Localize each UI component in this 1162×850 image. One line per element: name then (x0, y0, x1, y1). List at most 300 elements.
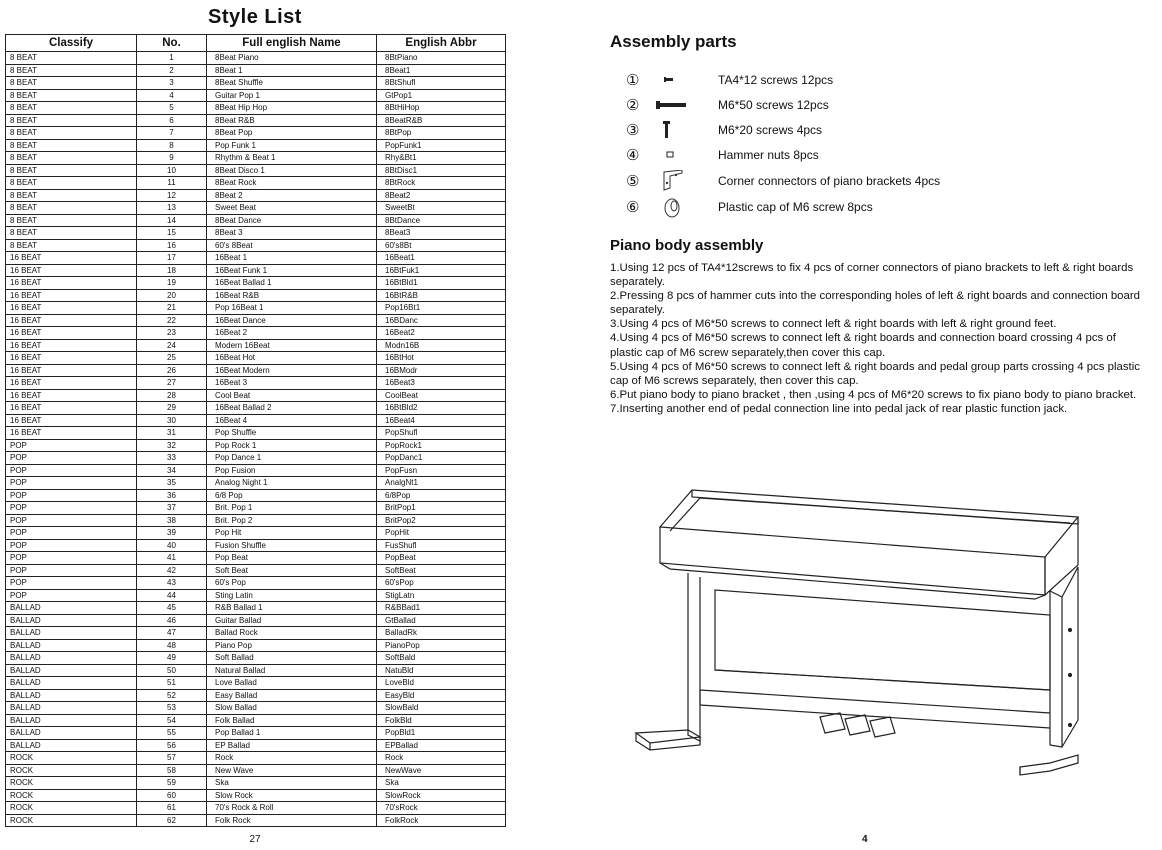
abbr-cell: 8Beat2 (377, 189, 506, 202)
table-row (6, 252, 506, 265)
full-name-cell: 8Beat Dance (207, 214, 377, 227)
classify-cell: BALLAD (6, 689, 137, 702)
classify-cell: POP (6, 589, 137, 602)
classify-cell: 8 BEAT (6, 127, 137, 140)
number-cell: 38 (137, 514, 207, 527)
table-row (6, 214, 506, 227)
classify-cell: POP (6, 539, 137, 552)
table-row (6, 64, 506, 77)
table-row (6, 164, 506, 177)
part-item (626, 94, 829, 116)
assembly-step: 6.Put piano body to piano bracket , then ,using 4 pcs of M6*20 screws to fix piano body to piano bracket. (610, 388, 1137, 401)
abbr-cell: 16BtBld1 (377, 277, 506, 290)
number-cell: 52 (137, 689, 207, 702)
classify-cell: 16 BEAT (6, 377, 137, 390)
table-row (6, 614, 506, 627)
classify-cell: BALLAD (6, 639, 137, 652)
full-name-cell: 16Beat Ballad 1 (207, 277, 377, 290)
number-cell: 10 (137, 164, 207, 177)
style-list-title: Style List (208, 6, 302, 28)
number-cell: 27 (137, 377, 207, 390)
abbr-cell: PopFunk1 (377, 139, 506, 152)
classify-cell: BALLAD (6, 739, 137, 752)
abbr-cell: 60's8Bt (377, 239, 506, 252)
table-row (6, 402, 506, 415)
classify-cell: ROCK (6, 752, 137, 765)
table-row (6, 289, 506, 302)
classify-cell: BALLAD (6, 664, 137, 677)
number-cell: 16 (137, 239, 207, 252)
table-row (6, 777, 506, 790)
full-name-cell: Folk Rock (207, 814, 377, 827)
number-cell: 45 (137, 602, 207, 615)
abbr-cell: 8BtDance (377, 214, 506, 227)
table-row (6, 177, 506, 190)
classify-cell: 8 BEAT (6, 52, 137, 65)
assembly-parts-heading: Assembly parts (610, 32, 737, 51)
full-name-cell: Rock (207, 752, 377, 765)
abbr-cell: GtPop1 (377, 89, 506, 102)
abbr-cell: PopDanc1 (377, 452, 506, 465)
abbr-cell: 16BtFuk1 (377, 264, 506, 277)
part-text: M6*50 screws 12pcs (718, 98, 829, 112)
number-cell: 13 (137, 202, 207, 215)
abbr-cell: EasyBld (377, 689, 506, 702)
full-name-cell: Analog Night 1 (207, 477, 377, 490)
full-name-cell: Pop Beat (207, 552, 377, 565)
table-row (6, 364, 506, 377)
part-number: ⑥ (626, 199, 640, 216)
table-row (6, 639, 506, 652)
page-number-right: 4 (862, 834, 868, 845)
header-abbr: English Abbr (377, 35, 506, 52)
number-cell: 14 (137, 214, 207, 227)
classify-cell: 8 BEAT (6, 239, 137, 252)
corner-connector-icon (656, 170, 716, 192)
abbr-cell: PopRock1 (377, 439, 506, 452)
abbr-cell: BritPop1 (377, 502, 506, 515)
abbr-cell: BalladRk (377, 627, 506, 640)
style-rows (6, 52, 506, 827)
full-name-cell: Pop Fusion (207, 464, 377, 477)
full-name-cell: Pop Hit (207, 527, 377, 540)
abbr-cell: R&BBad1 (377, 602, 506, 615)
full-name-cell: 8Beat Pop (207, 127, 377, 140)
abbr-cell: PopShufl (377, 427, 506, 440)
number-cell: 39 (137, 527, 207, 540)
abbr-cell: 16BModr (377, 364, 506, 377)
number-cell: 50 (137, 664, 207, 677)
number-cell: 26 (137, 364, 207, 377)
classify-cell: 8 BEAT (6, 114, 137, 127)
classify-cell: POP (6, 527, 137, 540)
classify-cell: 8 BEAT (6, 227, 137, 240)
number-cell: 7 (137, 127, 207, 140)
table-row (6, 89, 506, 102)
part-text: TA4*12 screws 12pcs (718, 73, 834, 87)
table-row (6, 502, 506, 515)
classify-cell: 8 BEAT (6, 77, 137, 90)
classify-cell: ROCK (6, 777, 137, 790)
assembly-step: 4.Using 4 pcs of M6*50 screws to connect left & right boards and connection board crossing 4 pcs of plastic cap of M6 screw separately,then cover this cap. (610, 332, 1116, 359)
number-cell: 36 (137, 489, 207, 502)
assembly-step: 5.Using 4 pcs of M6*50 screws to connect left & right boards and pedal group parts crossing 4 pcs plastic cap of M6 screws separately, then cover this cap. (610, 360, 1140, 387)
assembly-step: 2.Pressing 8 pcs of hammer cuts into the corresponding holes of left & right boards and connection board separately. (610, 290, 1140, 317)
table-row (6, 439, 506, 452)
abbr-cell: 8BtPiano (377, 52, 506, 65)
number-cell: 51 (137, 677, 207, 690)
full-name-cell: 60's 8Beat (207, 239, 377, 252)
number-cell: 15 (137, 227, 207, 240)
number-cell: 28 (137, 389, 207, 402)
number-cell: 17 (137, 252, 207, 265)
table-row (6, 752, 506, 765)
full-name-cell: Soft Ballad (207, 652, 377, 665)
full-name-cell: Folk Ballad (207, 714, 377, 727)
abbr-cell: 8BtRock (377, 177, 506, 190)
full-name-cell: 16Beat R&B (207, 289, 377, 302)
table-row (6, 702, 506, 715)
table-row (6, 327, 506, 340)
table-row (6, 514, 506, 527)
abbr-cell: NewWave (377, 764, 506, 777)
table-row (6, 189, 506, 202)
classify-cell: 8 BEAT (6, 189, 137, 202)
abbr-cell: 8Beat1 (377, 64, 506, 77)
abbr-cell: FolkRock (377, 814, 506, 827)
table-row (6, 427, 506, 440)
page-number-left: 27 (249, 834, 261, 845)
part-number: ② (626, 97, 640, 114)
table-row (6, 239, 506, 252)
full-name-cell: Sweet Beat (207, 202, 377, 215)
number-cell: 32 (137, 439, 207, 452)
classify-cell: POP (6, 452, 137, 465)
abbr-cell: PopHit (377, 527, 506, 540)
left-page (0, 0, 510, 850)
number-cell: 54 (137, 714, 207, 727)
table-row (6, 814, 506, 827)
number-cell: 62 (137, 814, 207, 827)
classify-cell: BALLAD (6, 702, 137, 715)
number-cell: 44 (137, 589, 207, 602)
classify-cell: POP (6, 477, 137, 490)
small-screw-icon (656, 69, 716, 91)
number-cell: 53 (137, 702, 207, 715)
abbr-cell: FolkBld (377, 714, 506, 727)
table-row (6, 577, 506, 590)
abbr-cell: AnalgNt1 (377, 477, 506, 490)
classify-cell: POP (6, 552, 137, 565)
number-cell: 23 (137, 327, 207, 340)
abbr-cell: SlowRock (377, 789, 506, 802)
full-name-cell: Pop 16Beat 1 (207, 302, 377, 315)
classify-cell: BALLAD (6, 727, 137, 740)
classify-cell: ROCK (6, 802, 137, 815)
full-name-cell: 16Beat 2 (207, 327, 377, 340)
classify-cell: 16 BEAT (6, 427, 137, 440)
full-name-cell: 60's Pop (207, 577, 377, 590)
table-row (6, 527, 506, 540)
table-row (6, 264, 506, 277)
classify-cell: 16 BEAT (6, 264, 137, 277)
number-cell: 21 (137, 302, 207, 315)
full-name-cell: Pop Shuffle (207, 427, 377, 440)
full-name-cell: Ballad Rock (207, 627, 377, 640)
classify-cell: 16 BEAT (6, 314, 137, 327)
piano-illustration (630, 485, 1100, 785)
number-cell: 20 (137, 289, 207, 302)
full-name-cell: R&B Ballad 1 (207, 602, 377, 615)
number-cell: 30 (137, 414, 207, 427)
full-name-cell: 16Beat Hot (207, 352, 377, 365)
abbr-cell: 16Beat2 (377, 327, 506, 340)
number-cell: 8 (137, 139, 207, 152)
number-cell: 5 (137, 102, 207, 115)
classify-cell: 16 BEAT (6, 252, 137, 265)
number-cell: 47 (137, 627, 207, 640)
header-no: No. (137, 35, 207, 52)
abbr-cell: FusShufl (377, 539, 506, 552)
abbr-cell: 60'sPop (377, 577, 506, 590)
table-row (6, 339, 506, 352)
table-row (6, 627, 506, 640)
table-row (6, 302, 506, 315)
classify-cell: 16 BEAT (6, 327, 137, 340)
number-cell: 43 (137, 577, 207, 590)
part-number: ④ (626, 147, 640, 164)
full-name-cell: Slow Ballad (207, 702, 377, 715)
number-cell: 18 (137, 264, 207, 277)
part-item (626, 170, 940, 192)
table-row (6, 714, 506, 727)
full-name-cell: Easy Ballad (207, 689, 377, 702)
table-row (6, 602, 506, 615)
medium-screw-icon (656, 119, 716, 141)
abbr-cell: 8BtHiHop (377, 102, 506, 115)
abbr-cell: 16Beat1 (377, 252, 506, 265)
full-name-cell: 16Beat Dance (207, 314, 377, 327)
full-name-cell: 8Beat Shuffle (207, 77, 377, 90)
number-cell: 57 (137, 752, 207, 765)
full-name-cell: 16Beat Funk 1 (207, 264, 377, 277)
number-cell: 40 (137, 539, 207, 552)
abbr-cell: 16BtHot (377, 352, 506, 365)
abbr-cell: 16Beat3 (377, 377, 506, 390)
full-name-cell: New Wave (207, 764, 377, 777)
number-cell: 35 (137, 477, 207, 490)
abbr-cell: 8Beat3 (377, 227, 506, 240)
full-name-cell: 8Beat Hip Hop (207, 102, 377, 115)
table-row (6, 652, 506, 665)
assembly-step: 1.Using 12 pcs of TA4*12screws to fix 4 pcs of corner connectors of piano brackets to left & right boards separately. (610, 262, 1134, 289)
number-cell: 59 (137, 777, 207, 790)
part-text: Hammer nuts 8pcs (718, 148, 819, 162)
table-row (6, 377, 506, 390)
full-name-cell: 8Beat Rock (207, 177, 377, 190)
number-cell: 48 (137, 639, 207, 652)
number-cell: 55 (137, 727, 207, 740)
number-cell: 4 (137, 89, 207, 102)
full-name-cell: Natural Ballad (207, 664, 377, 677)
abbr-cell: 70'sRock (377, 802, 506, 815)
full-name-cell: Piano Pop (207, 639, 377, 652)
part-text: Corner connectors of piano brackets 4pcs (718, 174, 941, 188)
abbr-cell: CoolBeat (377, 389, 506, 402)
full-name-cell: Slow Rock (207, 789, 377, 802)
number-cell: 37 (137, 502, 207, 515)
number-cell: 34 (137, 464, 207, 477)
part-text: M6*20 screws 4pcs (718, 123, 823, 137)
full-name-cell: Cool Beat (207, 389, 377, 402)
table-row (6, 277, 506, 290)
assembly-step: 3.Using 4 pcs of M6*50 screws to connect left & right boards with left & right ground feet. (610, 318, 1057, 331)
abbr-cell: SoftBald (377, 652, 506, 665)
classify-cell: 16 BEAT (6, 302, 137, 315)
full-name-cell: 16Beat Modern (207, 364, 377, 377)
abbr-cell: 16BDanc (377, 314, 506, 327)
table-row (6, 139, 506, 152)
abbr-cell: 8BeatR&B (377, 114, 506, 127)
full-name-cell: EP Ballad (207, 739, 377, 752)
abbr-cell: PopBld1 (377, 727, 506, 740)
abbr-cell: Rhy&Bt1 (377, 152, 506, 165)
plastic-cap-icon (656, 196, 716, 218)
number-cell: 49 (137, 652, 207, 665)
classify-cell: BALLAD (6, 614, 137, 627)
style-list-table (5, 34, 506, 827)
classify-cell: ROCK (6, 764, 137, 777)
abbr-cell: LoveBld (377, 677, 506, 690)
abbr-cell: StigLatn (377, 589, 506, 602)
number-cell: 2 (137, 64, 207, 77)
table-row (6, 689, 506, 702)
classify-cell: 8 BEAT (6, 214, 137, 227)
full-name-cell: Pop Rock 1 (207, 439, 377, 452)
long-screw-icon (656, 94, 716, 116)
full-name-cell: Brit. Pop 2 (207, 514, 377, 527)
abbr-cell: 6/8Pop (377, 489, 506, 502)
number-cell: 29 (137, 402, 207, 415)
number-cell: 33 (137, 452, 207, 465)
classify-cell: POP (6, 489, 137, 502)
classify-cell: 16 BEAT (6, 364, 137, 377)
abbr-cell: EPBallad (377, 739, 506, 752)
full-name-cell: Brit. Pop 1 (207, 502, 377, 515)
abbr-cell: 8BtDisc1 (377, 164, 506, 177)
table-row (6, 739, 506, 752)
abbr-cell: PianoPop (377, 639, 506, 652)
table-row (6, 127, 506, 140)
abbr-cell: NatuBld (377, 664, 506, 677)
abbr-cell: PopBeat (377, 552, 506, 565)
abbr-cell: PopFusn (377, 464, 506, 477)
classify-cell: POP (6, 564, 137, 577)
full-name-cell: 8Beat 2 (207, 189, 377, 202)
abbr-cell: 16Beat4 (377, 414, 506, 427)
classify-cell: 16 BEAT (6, 277, 137, 290)
abbr-cell: SoftBeat (377, 564, 506, 577)
table-row (6, 489, 506, 502)
classify-cell: 16 BEAT (6, 289, 137, 302)
table-row (6, 52, 506, 65)
table-row (6, 802, 506, 815)
table-row (6, 677, 506, 690)
table-row (6, 452, 506, 465)
table-row (6, 152, 506, 165)
header-full-name: Full english Name (207, 35, 377, 52)
full-name-cell: Guitar Ballad (207, 614, 377, 627)
full-name-cell: 8Beat 3 (207, 227, 377, 240)
full-name-cell: 16Beat Ballad 2 (207, 402, 377, 415)
classify-cell: 16 BEAT (6, 402, 137, 415)
full-name-cell: Fusion Shuffle (207, 539, 377, 552)
table-row (6, 589, 506, 602)
abbr-cell: Modn16B (377, 339, 506, 352)
table-row (6, 564, 506, 577)
table-row (6, 464, 506, 477)
full-name-cell: 8Beat Disco 1 (207, 164, 377, 177)
classify-cell: POP (6, 439, 137, 452)
right-page (600, 0, 1160, 850)
number-cell: 9 (137, 152, 207, 165)
number-cell: 42 (137, 564, 207, 577)
abbr-cell: 8BtShufl (377, 77, 506, 90)
header-classify: Classify (6, 35, 137, 52)
full-name-cell: 16Beat 1 (207, 252, 377, 265)
classify-cell: 16 BEAT (6, 339, 137, 352)
full-name-cell: 8Beat Piano (207, 52, 377, 65)
part-item (626, 119, 822, 141)
abbr-cell: BritPop2 (377, 514, 506, 527)
classify-cell: BALLAD (6, 652, 137, 665)
table-header-row (6, 35, 506, 52)
assembly-step: 7.Inserting another end of pedal connection line into pedal jack of rear plastic function jack. (610, 402, 1068, 415)
full-name-cell: 16Beat 4 (207, 414, 377, 427)
classify-cell: POP (6, 577, 137, 590)
full-name-cell: Modern 16Beat (207, 339, 377, 352)
classify-cell: 16 BEAT (6, 389, 137, 402)
part-text: Plastic cap of M6 screw 8pcs (718, 200, 873, 214)
full-name-cell: 16Beat 3 (207, 377, 377, 390)
number-cell: 25 (137, 352, 207, 365)
table-row (6, 477, 506, 490)
number-cell: 46 (137, 614, 207, 627)
classify-cell: BALLAD (6, 677, 137, 690)
classify-cell: POP (6, 464, 137, 477)
full-name-cell: 6/8 Pop (207, 489, 377, 502)
classify-cell: 8 BEAT (6, 139, 137, 152)
number-cell: 6 (137, 114, 207, 127)
part-number: ③ (626, 122, 640, 139)
table-row (6, 664, 506, 677)
classify-cell: BALLAD (6, 602, 137, 615)
abbr-cell: 16BtBld2 (377, 402, 506, 415)
part-item (626, 69, 833, 91)
number-cell: 31 (137, 427, 207, 440)
classify-cell: 8 BEAT (6, 152, 137, 165)
classify-cell: POP (6, 502, 137, 515)
abbr-cell: Rock (377, 752, 506, 765)
table-row (6, 314, 506, 327)
table-row (6, 227, 506, 240)
number-cell: 58 (137, 764, 207, 777)
classify-cell: BALLAD (6, 627, 137, 640)
full-name-cell: Soft Beat (207, 564, 377, 577)
table-row (6, 764, 506, 777)
table-row (6, 389, 506, 402)
classify-cell: 8 BEAT (6, 102, 137, 115)
